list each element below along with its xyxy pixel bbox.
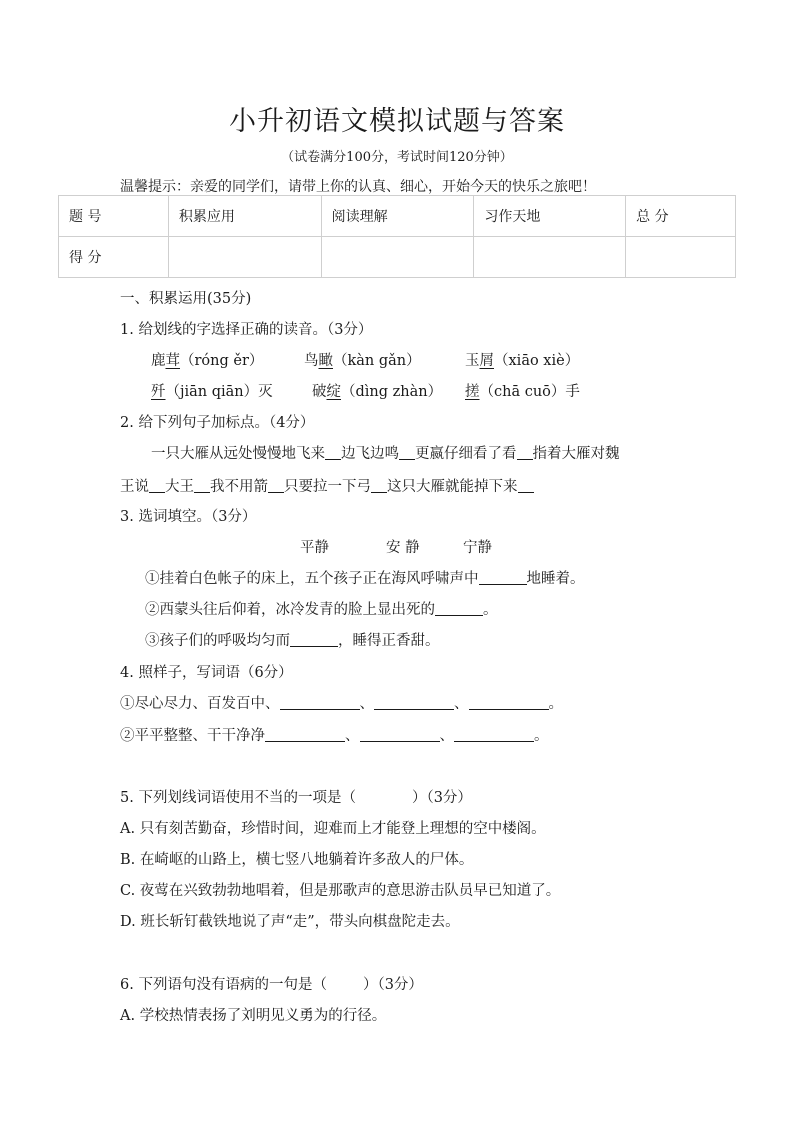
punctuation-line-1: 一只大雁从远处慢慢地飞来 边飞边鸣 更嬴仔细看了看 指着大雁对魏 [151,446,620,462]
exam-info: （试卷满分100分，考试时间120分钟） [281,150,513,165]
question-5: 5. 下列划线词语使用不当的一项是（ ）（3分） [120,790,472,806]
answer-blank[interactable] [454,727,534,742]
answer-blank[interactable] [268,478,284,493]
table-cell: 题 号 [59,196,169,237]
score-input-cell[interactable] [474,237,626,278]
word-choice: 平静 [300,540,329,556]
pinyin-item: 鹿茸（róng ěr） [151,353,264,369]
table-row [59,237,736,278]
answer-blank[interactable] [149,478,165,493]
table-cell: 习作天地 [474,196,626,237]
word-pattern-line-2: ②平平整整、干干净净 、 、 。 [120,728,549,744]
table-cell: 得 分 [59,237,169,278]
answer-blank[interactable] [280,695,360,710]
option-d: D. 班长斩钉截铁地说了声“走”，带头向棋盘陀走去。 [120,914,460,930]
pinyin-item: 歼（jiān qiān）灭 [151,384,273,400]
word-choice: 宁静 [463,540,492,556]
pinyin-item: 破绽（dìng zhàn） [312,384,443,400]
fill-sentence: ②西蒙头往后仰着，冰冷发青的脸上显出死的 。 [145,602,498,618]
score-table [58,195,736,278]
word-choice: 安 静 [386,540,420,556]
answer-blank[interactable] [360,727,440,742]
question-2: 2. 给下列句子加标点。（4分） [120,415,315,431]
pinyin-item: 玉屑（xiāo xiè） [465,353,580,369]
answer-blank[interactable] [469,695,549,710]
answer-blank[interactable] [435,601,483,616]
question-3: 3. 选词填空。（3分） [120,509,257,525]
answer-blank[interactable] [479,570,527,585]
answer-blank[interactable] [399,445,415,460]
answer-blank[interactable] [517,445,533,460]
question-1: 1. 给划线的字选择正确的读音。（3分） [120,322,373,338]
answer-blank[interactable] [325,445,341,460]
fill-sentence: ①挂着白色帐子的床上，五个孩子正在海风呼啸声中 地睡着。 [145,571,585,587]
table-cell: 积累应用 [168,196,321,237]
answer-blank[interactable] [374,695,454,710]
question-4: 4. 照样子，写词语（6分） [120,665,293,681]
answer-blank[interactable] [265,727,345,742]
option-b: B. 在崎岖的山路上，横七竖八地躺着许多敌人的尸体。 [120,852,474,868]
answer-blank[interactable] [371,478,387,493]
section-heading: 一、积累运用(35分) [120,291,252,307]
word-pattern-line-1: ①尽心尽力、百发百中、 、 、 。 [120,696,563,712]
option-a: A. 只有刻苦勤奋，珍惜时间，迎难而上才能登上理想的空中楼阁。 [120,821,546,837]
answer-blank[interactable] [194,478,210,493]
friendly-tip: 温馨提示：亲爱的同学们，请带上你的认真、细心，开始今天的快乐之旅吧！ [120,179,596,195]
table-cell: 总 分 [626,196,736,237]
option-c: C. 夜莺在兴致勃勃地唱着，但是那歌声的意思游击队员早已知道了。 [120,883,561,899]
punctuation-line-2: 王说 大王 我不用箭 只要拉一下弓 这只大雁就能掉下来 [120,475,534,496]
question-6: 6. 下列语句没有语病的一句是（ ）（3分） [120,977,423,993]
score-input-cell[interactable] [321,237,474,278]
pinyin-item: 鸟瞰（kàn gǎn） [304,353,421,369]
score-input-cell[interactable] [168,237,321,278]
score-input-cell[interactable] [626,237,736,278]
pinyin-item: 搓（chā cuō）手 [465,384,580,400]
page-title: 小升初语文模拟试题与答案 [229,106,565,137]
answer-blank[interactable] [518,478,534,493]
answer-blank[interactable] [290,632,338,647]
option-a: A. 学校热情表扬了刘明见义勇为的行径。 [120,1008,387,1024]
table-row [59,196,736,237]
fill-sentence: ③孩子们的呼吸均匀而 ，睡得正香甜。 [145,633,440,649]
table-cell: 阅读理解 [321,196,474,237]
